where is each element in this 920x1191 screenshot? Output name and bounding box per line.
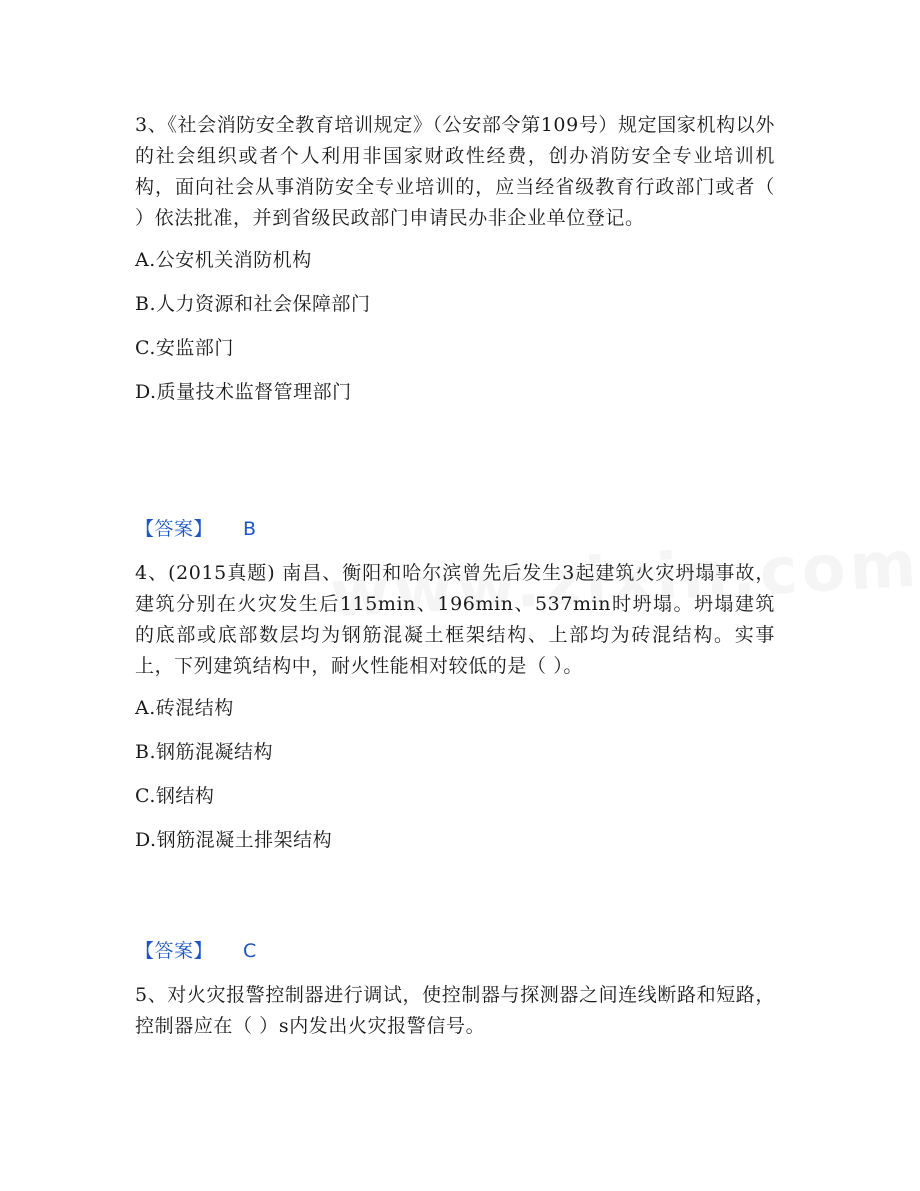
option-b: B.钢筋混凝结构 [135,741,274,763]
answer-3 [135,515,257,543]
option-a: A.公安机关消防机构 [135,249,312,271]
option-c: C.钢结构 [135,785,215,807]
option-b: B.人力资源和社会保障部门 [135,293,371,315]
answer-label: 【答案】 [135,940,214,962]
option-a: A.砖混结构 [135,697,234,719]
question-5-stem: 5、对火灾报警控制器进行调试，使控制器与探测器之间连线断路和短路，控制器应在（ ）s内发出火灾报警信号。 [135,984,775,1037]
option-d: D.质量技术监督管理部门 [135,381,352,403]
option-d: D.钢筋混凝土排架结构 [135,829,333,851]
question-3-options [135,246,775,422]
question-4-options [135,694,775,870]
answer-value: C [243,940,257,962]
question-5 [135,980,775,1042]
answer-label: 【答案】 [135,518,214,540]
question-4-stem: 4、(2015真题) 南昌、衡阳和哈尔滨曾先后发生3起建筑火灾坍塌事故，建筑分别在火灾发生后115min、196min、537min时坍塌。坍塌建筑的底部或底部数层均为钢筋混凝土框架结构、上部均为砖混结构。实事上，下列建筑结构中，耐火性能相对较低的是（ ）。 [135,562,775,677]
question-3-stem: 3、《社会消防安全教育培训规定》（公安部令第109号）规定国家机构以外的社会组织或者个人利用非国家财政性经费，创办消防安全专业培训机构，面向社会从事消防安全专业培训的，应当经省级教育行政部门或者（ ）依法批准，并到省级民政部门申请民办非企业单位登记。 [135,114,775,229]
answer-4 [135,937,257,965]
option-c: C.安监部门 [135,337,234,359]
question-3 [135,110,775,422]
question-4 [135,558,775,870]
answer-value: B [243,518,257,540]
